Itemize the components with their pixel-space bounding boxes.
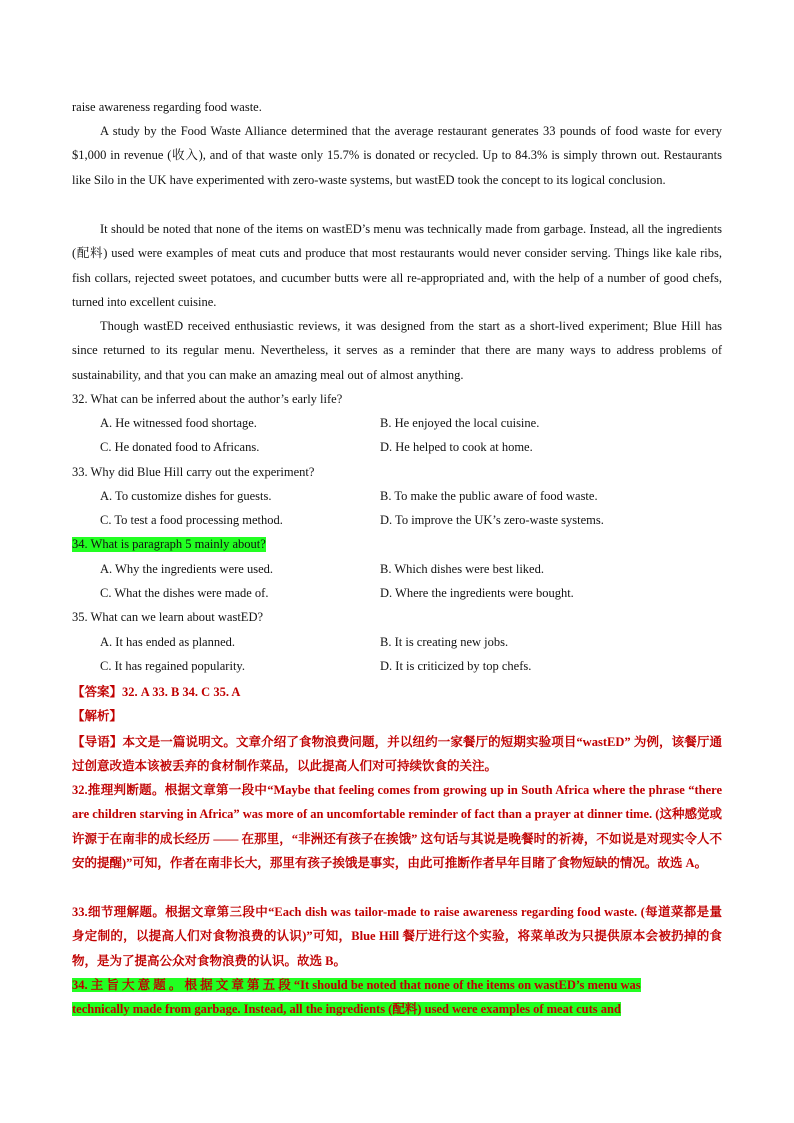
analysis-q32: 32.推理判断题。根据文章第一段中“Maybe that feeling comes from growing up in South Africa where the phrase “there are children starving in Africa” was more of an uncomfortable reminder of fact than a prayer at dinner time. (这种感觉或许源于在南非的成长经历 —— 在那里，“非洲还有孩子在挨饿” 这句话与其说是晚餐时的祈祷，不如说是对现实令人不安的提醒)”可知，作者在南非长大，那里有孩子挨饿是事实，由此可推断作者早年目睹了食物短缺的情况。故选 A。 — [72, 783, 722, 871]
passage-paragraph-3: It should be noted that none of the items on wastED’s menu was technically made from garbage. Instead, all the ingredients (配料) used were examples of meat cuts and produce that most restaurants would never consider serving. Things like kale ribs, fish collars, rejected sweet potatoes, and cucumber butts were all re-appropriated and, with the help of a number of good chefs, turned into excellent cuisine. — [72, 222, 722, 310]
analysis-q34-line2 — [72, 997, 722, 1021]
question-34-option-d: D. Where the ingredients were bought. — [380, 586, 574, 600]
question-33-option-a: A. To customize dishes for guests. — [100, 489, 272, 503]
analysis-label: 【解析】 — [72, 709, 123, 723]
question-35-option-c: C. It has regained popularity. — [100, 659, 245, 673]
question-32-stem: 32. What can be inferred about the author’s early life? — [72, 392, 343, 406]
question-33-option-c: C. To test a food processing method. — [100, 513, 283, 527]
question-33-option-d: D. To improve the UK’s zero-waste systems. — [380, 513, 604, 527]
question-35-option-d: D. It is criticized by top chefs. — [380, 659, 532, 673]
analysis-q34-line2-text: technically made from garbage. Instead, all the ingredients (配料) used were examples of meat cuts and — [72, 1002, 621, 1016]
question-34-stem: 34. What is paragraph 5 mainly about? — [72, 537, 266, 551]
passage-paragraph-2: A study by the Food Waste Alliance determined that the average restaurant generates 33 pounds of food waste for every $1,000 in revenue (收入), and of that waste only 15.7% is donated or recycled. Up to 84.3% is simply thrown out. Restaurants like Silo in the UK have experimented with zero-waste systems, but wastED took the concept to its logical conclusion. — [72, 124, 722, 187]
passage-line: raise awareness regarding food waste. — [72, 100, 262, 114]
analysis-q34-line1 — [72, 973, 722, 997]
question-33-stem: 33. Why did Blue Hill carry out the experiment? — [72, 465, 315, 479]
analysis-q34-line1-text: 34. 主 旨 大 意 题 。 根 据 文 章 第 五 段 “It should be noted that none of the items on wastED’s menu was — [72, 978, 641, 992]
analysis-guide: 【导语】本文是一篇说明文。文章介绍了食物浪费问题，并以纽约一家餐厅的短期实验项目“wastED” 为例，该餐厅通过创意改造本该被丢弃的食材制作菜品，以此提高人们对可持续饮食的关注。 — [72, 735, 722, 774]
question-34-option-c: C. What the dishes were made of. — [100, 586, 269, 600]
question-32-option-a: A. He witnessed food shortage. — [100, 416, 257, 430]
question-32-option-b: B. He enjoyed the local cuisine. — [380, 416, 540, 430]
passage-paragraph-4: Though wastED received enthusiastic reviews, it was designed from the start as a short-lived experiment; Blue Hill has since returned to its regular menu. Nevertheless, it serves as a reminder that there are many ways to address problems of sustainability, and that you can make an amazing meal out of almost anything. — [72, 319, 722, 382]
question-35-option-b: B. It is creating new jobs. — [380, 635, 509, 649]
answer-key: 【答案】32. A 33. B 34. C 35. A — [72, 685, 241, 699]
question-34-option-b: B. Which dishes were best liked. — [380, 562, 544, 576]
question-33-option-b: B. To make the public aware of food waste. — [380, 489, 598, 503]
question-35-option-a: A. It has ended as planned. — [100, 635, 236, 649]
question-32-option-c: C. He donated food to Africans. — [100, 440, 260, 454]
question-32-option-d: D. He helped to cook at home. — [380, 440, 533, 454]
question-35-stem: 35. What can we learn about wastED? — [72, 610, 264, 624]
question-34-option-a: A. Why the ingredients were used. — [100, 562, 273, 576]
analysis-q33: 33.细节理解题。根据文章第三段中“Each dish was tailor-made to raise awareness regarding food waste. (每道菜都是量身定制的，以提高人们对食物浪费的认识)”可知，Blue Hill 餐厅进行这个实验，将菜单改为只提供原本会被扔掉的食物，是为了提高公众对食物浪费的认识。故选 B。 — [72, 905, 722, 968]
